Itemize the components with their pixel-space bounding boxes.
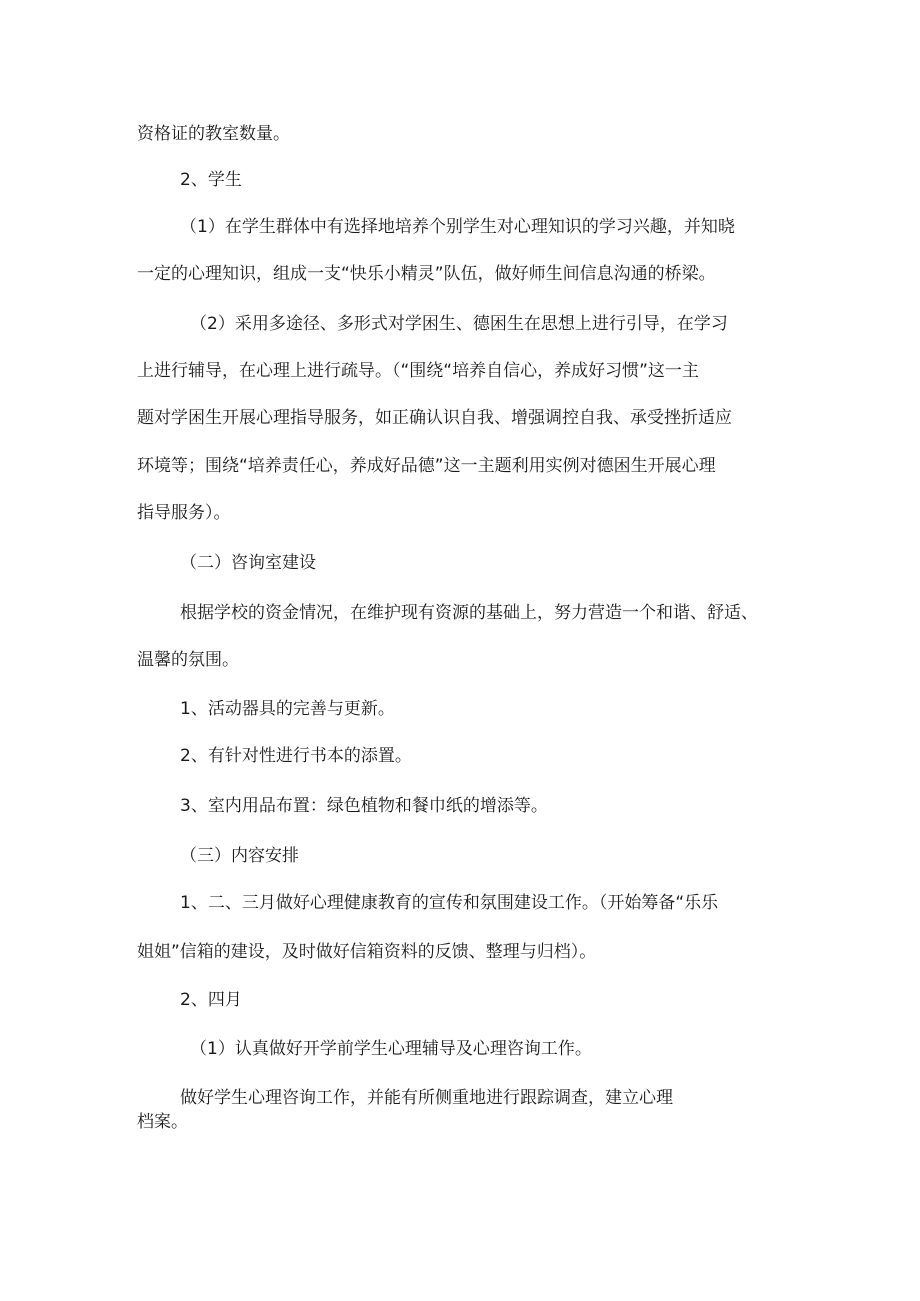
- list-item: 2、有针对性进行书本的添置。: [180, 746, 412, 766]
- section-heading-content-plan: （三）内容安排: [180, 846, 299, 866]
- text-line: （2）采用多途径、多形式对学困生、德困生在思想上进行引导，在学习: [190, 314, 728, 334]
- section-heading-students: 2、学生: [180, 170, 242, 190]
- text-line: 做好学生心理咨询工作，并能有所侧重地进行跟踪调查，建立心理: [180, 1088, 673, 1108]
- text-line: 姐姐”信箱的建设，及时做好信箱资料的反馈、整理与归档）。: [137, 942, 597, 962]
- section-heading-counseling-room: （二）咨询室建设: [180, 553, 316, 573]
- text-line: 温馨的氛围。: [137, 650, 239, 670]
- text-line: 一定的心理知识，组成一支“快乐小精灵”队伍，做好师生间信息沟通的桥梁。: [137, 264, 716, 284]
- text-line: 资格证的教室数量。: [137, 124, 290, 144]
- text-line: （1）在学生群体中有选择地培养个别学生对心理知识的学习兴趣，并知晓: [180, 217, 735, 237]
- text-line: 上进行辅导，在心理上进行疏导。（“围绕“培养自信心，养成好习惯”这一主: [137, 361, 699, 381]
- text-line: 环境等；围绕“培养责任心，养成好品德”这一主题利用实例对德困生开展心理: [137, 456, 716, 476]
- text-line: 指导服务）。: [137, 503, 231, 523]
- text-line: 题对学困生开展心理指导服务，如正确认识自我、增强调控自我、承受挫折适应: [137, 408, 732, 428]
- section-heading-april: 2、四月: [180, 990, 242, 1010]
- list-item: 3、室内用品布置：绿色植物和餐巾纸的增添等。: [180, 796, 548, 816]
- text-line: 根据学校的资金情况，在维护现有资源的基础上，努力营造一个和谐、舒适、: [180, 603, 758, 623]
- text-line: 1、二、三月做好心理健康教育的宣传和氛围建设工作。（开始筹备“乐乐: [180, 893, 719, 913]
- text-line: 档案。: [137, 1112, 188, 1132]
- list-item: 1、活动器具的完善与更新。: [180, 699, 395, 719]
- text-line: （1）认真做好开学前学生心理辅导及心理咨询工作。: [190, 1039, 592, 1059]
